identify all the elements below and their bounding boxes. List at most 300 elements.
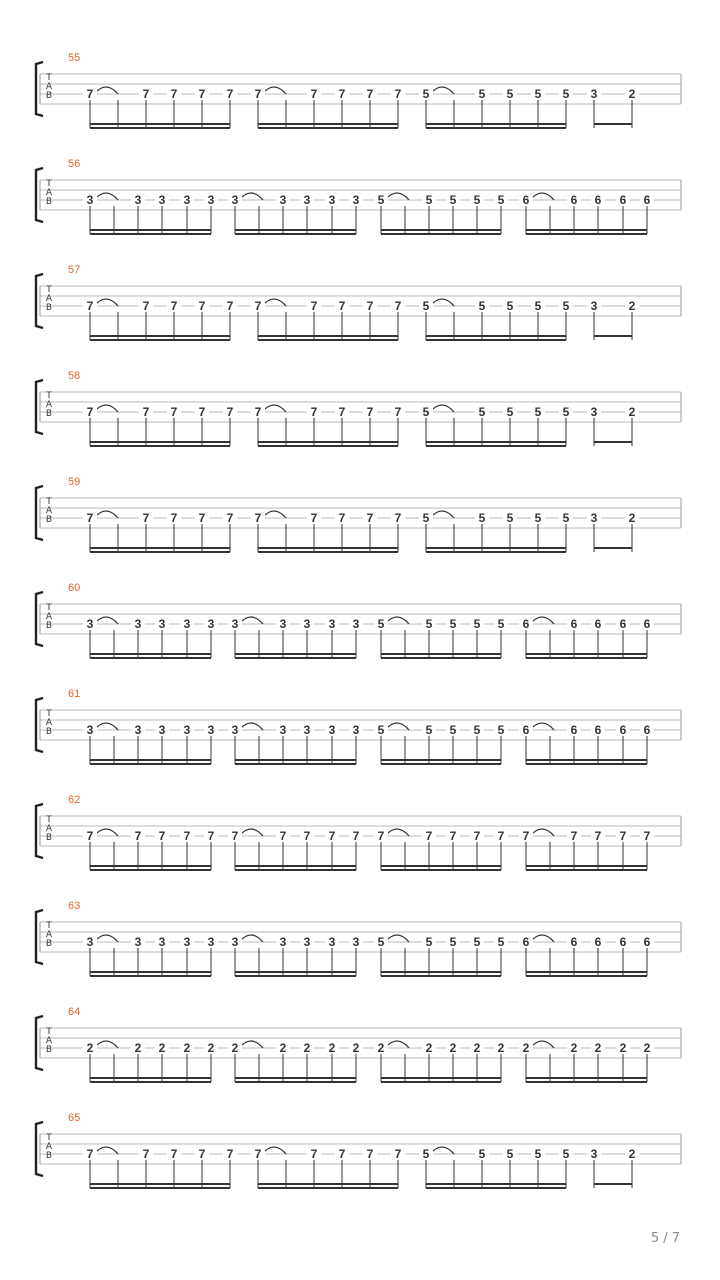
beam xyxy=(258,123,398,125)
fret-number: 7 xyxy=(131,830,145,842)
beam xyxy=(90,123,230,125)
tab-clef-letter-t: T xyxy=(46,73,52,83)
fret-number: 2 xyxy=(155,1042,169,1054)
beam xyxy=(90,759,211,761)
fret-number: 5 xyxy=(475,300,489,312)
fret-number: 2 xyxy=(625,300,639,312)
fret-number: 3 xyxy=(349,936,363,948)
fret-number: 5 xyxy=(503,88,517,100)
tie-arc xyxy=(94,617,118,624)
fret-number: 6 xyxy=(616,194,630,206)
fret-number: 5 xyxy=(446,724,460,736)
fret-number: 3 xyxy=(325,194,339,206)
fret-number: 6 xyxy=(591,194,605,206)
fret-number: 7 xyxy=(223,1148,237,1160)
fret-number: 5 xyxy=(531,406,545,418)
tie-arc xyxy=(385,935,409,942)
fret-number: 7 xyxy=(167,512,181,524)
fret-number: 3 xyxy=(587,88,601,100)
fret-number: 3 xyxy=(204,618,218,630)
tab-clef-letter-t: T xyxy=(46,921,52,931)
fret-number: 3 xyxy=(276,194,290,206)
tie-arc xyxy=(530,617,554,624)
fret-number: 7 xyxy=(83,830,97,842)
tie-arc xyxy=(94,511,118,518)
beam xyxy=(235,971,356,973)
fret-number: 6 xyxy=(567,618,581,630)
fret-number: 7 xyxy=(83,300,97,312)
fret-number: 7 xyxy=(363,88,377,100)
beam xyxy=(594,441,632,443)
measure-number: 62 xyxy=(68,794,81,806)
tab-system xyxy=(0,900,720,1006)
tab-clef-letter-t: T xyxy=(46,391,52,401)
fret-number: 7 xyxy=(139,512,153,524)
beam xyxy=(594,1183,632,1185)
tab-clef-letter-a: A xyxy=(45,1142,53,1152)
tab-system xyxy=(0,370,720,476)
fret-number: 5 xyxy=(475,512,489,524)
tab-clef-letter-a: A xyxy=(45,1036,53,1046)
staff-graphics xyxy=(0,52,720,158)
beam xyxy=(258,339,398,341)
fret-number: 5 xyxy=(470,194,484,206)
beam xyxy=(90,1081,211,1083)
fret-number: 3 xyxy=(587,512,601,524)
fret-number: 5 xyxy=(559,88,573,100)
tie-arc xyxy=(262,87,286,94)
beam xyxy=(526,869,647,871)
fret-number: 7 xyxy=(139,1148,153,1160)
tie-arc xyxy=(430,511,454,518)
fret-number: 7 xyxy=(300,830,314,842)
tab-clef-letter-a: A xyxy=(45,824,53,834)
fret-number: 2 xyxy=(625,88,639,100)
fret-number: 5 xyxy=(422,936,436,948)
tie-arc xyxy=(530,723,554,730)
fret-number: 2 xyxy=(422,1042,436,1054)
beam xyxy=(90,971,211,973)
fret-number: 5 xyxy=(419,88,433,100)
fret-number: 2 xyxy=(131,1042,145,1054)
tab-clef-letter-a: A xyxy=(45,400,53,410)
tab-system xyxy=(0,264,720,370)
tab-clef-letter-b: B xyxy=(45,1045,53,1055)
fret-number: 2 xyxy=(83,1042,97,1054)
fret-number: 7 xyxy=(325,830,339,842)
beam xyxy=(258,445,398,447)
beam xyxy=(426,445,566,447)
staff-graphics xyxy=(0,476,720,582)
beam xyxy=(235,653,356,655)
fret-number: 2 xyxy=(591,1042,605,1054)
fret-number: 5 xyxy=(419,512,433,524)
fret-number: 5 xyxy=(446,194,460,206)
fret-number: 6 xyxy=(591,724,605,736)
beam xyxy=(90,445,230,447)
fret-number: 6 xyxy=(616,936,630,948)
fret-number: 7 xyxy=(391,300,405,312)
fret-number: 5 xyxy=(494,194,508,206)
tie-arc xyxy=(262,405,286,412)
fret-number: 3 xyxy=(587,406,601,418)
tie-arc xyxy=(94,1041,118,1048)
fret-number: 2 xyxy=(616,1042,630,1054)
fret-number: 3 xyxy=(131,724,145,736)
fret-number: 5 xyxy=(475,1148,489,1160)
measure-number: 65 xyxy=(68,1112,81,1124)
beam xyxy=(90,763,211,765)
fret-number: 5 xyxy=(494,618,508,630)
fret-number: 7 xyxy=(155,830,169,842)
fret-number: 5 xyxy=(494,936,508,948)
beam xyxy=(381,971,501,973)
fret-number: 2 xyxy=(349,1042,363,1054)
tie-arc xyxy=(94,299,118,306)
fret-number: 7 xyxy=(167,88,181,100)
fret-number: 5 xyxy=(470,618,484,630)
tie-arc xyxy=(239,1041,263,1048)
fret-number: 7 xyxy=(139,406,153,418)
fret-number: 7 xyxy=(251,512,265,524)
fret-number: 5 xyxy=(531,512,545,524)
beam xyxy=(90,653,211,655)
beam xyxy=(258,335,398,337)
tab-clef-letter-t: T xyxy=(46,285,52,295)
beam xyxy=(526,759,647,761)
fret-number: 3 xyxy=(228,724,242,736)
fret-number: 6 xyxy=(519,618,533,630)
beam xyxy=(526,975,647,977)
beam xyxy=(526,971,647,973)
tab-clef-letter-t: T xyxy=(46,497,52,507)
tie-arc xyxy=(262,299,286,306)
fret-number: 7 xyxy=(363,300,377,312)
beam xyxy=(526,763,647,765)
fret-number: 7 xyxy=(223,406,237,418)
beam xyxy=(90,1077,211,1079)
beam xyxy=(381,233,501,235)
fret-number: 3 xyxy=(131,194,145,206)
tie-arc xyxy=(94,1147,118,1154)
measure-number: 61 xyxy=(68,688,81,700)
fret-number: 7 xyxy=(228,830,242,842)
fret-number: 3 xyxy=(204,724,218,736)
staff-graphics xyxy=(0,582,720,688)
beam xyxy=(90,547,230,549)
fret-number: 5 xyxy=(531,1148,545,1160)
tab-clef-letter-b: B xyxy=(45,727,53,737)
staff-graphics xyxy=(0,370,720,476)
tie-arc xyxy=(94,829,118,836)
fret-number: 5 xyxy=(374,724,388,736)
beam xyxy=(594,123,632,125)
fret-number: 7 xyxy=(616,830,630,842)
fret-number: 3 xyxy=(131,936,145,948)
beam xyxy=(90,869,211,871)
fret-number: 7 xyxy=(391,1148,405,1160)
fret-number: 6 xyxy=(640,724,654,736)
tie-arc xyxy=(430,87,454,94)
fret-number: 7 xyxy=(363,512,377,524)
beam xyxy=(381,869,501,871)
fret-number: 5 xyxy=(503,300,517,312)
tab-clef-letter-a: A xyxy=(45,506,53,516)
fret-number: 7 xyxy=(374,830,388,842)
fret-number: 3 xyxy=(325,618,339,630)
fret-number: 3 xyxy=(180,618,194,630)
beam xyxy=(526,1077,647,1079)
fret-number: 3 xyxy=(155,936,169,948)
fret-number: 5 xyxy=(419,1148,433,1160)
tie-arc xyxy=(262,511,286,518)
fret-number: 6 xyxy=(640,194,654,206)
fret-number: 7 xyxy=(307,300,321,312)
fret-number: 2 xyxy=(228,1042,242,1054)
fret-number: 7 xyxy=(167,406,181,418)
beam xyxy=(235,869,356,871)
beam xyxy=(235,759,356,761)
beam xyxy=(426,127,566,129)
beam xyxy=(90,657,211,659)
tab-clef-letter-t: T xyxy=(46,815,52,825)
fret-number: 7 xyxy=(139,300,153,312)
tie-arc xyxy=(94,87,118,94)
fret-number: 5 xyxy=(559,406,573,418)
beam xyxy=(90,865,211,867)
tie-arc xyxy=(239,193,263,200)
tab-clef-letter-a: A xyxy=(45,82,53,92)
fret-number: 5 xyxy=(475,406,489,418)
tie-arc xyxy=(239,935,263,942)
fret-number: 3 xyxy=(204,194,218,206)
tab-clef-letter-b: B xyxy=(45,91,53,101)
fret-number: 7 xyxy=(83,512,97,524)
beam xyxy=(381,1081,501,1083)
beam xyxy=(258,127,398,129)
fret-number: 2 xyxy=(625,512,639,524)
fret-number: 7 xyxy=(470,830,484,842)
beam xyxy=(90,335,230,337)
beam xyxy=(594,547,632,549)
fret-number: 5 xyxy=(446,618,460,630)
tie-arc xyxy=(385,617,409,624)
fret-number: 5 xyxy=(503,406,517,418)
fret-number: 3 xyxy=(83,618,97,630)
fret-number: 7 xyxy=(204,830,218,842)
beam xyxy=(90,551,230,553)
tab-clef-letter-a: A xyxy=(45,294,53,304)
beam xyxy=(90,127,230,129)
tie-arc xyxy=(530,829,554,836)
fret-number: 7 xyxy=(195,300,209,312)
beam xyxy=(381,975,501,977)
fret-number: 3 xyxy=(300,936,314,948)
fret-number: 5 xyxy=(419,300,433,312)
tab-clef-letter-b: B xyxy=(45,409,53,419)
fret-number: 7 xyxy=(335,406,349,418)
fret-number: 5 xyxy=(422,724,436,736)
fret-number: 6 xyxy=(591,618,605,630)
beam xyxy=(526,1081,647,1083)
fret-number: 5 xyxy=(531,88,545,100)
tab-clef-letter-t: T xyxy=(46,179,52,189)
fret-number: 7 xyxy=(195,512,209,524)
beam xyxy=(526,657,647,659)
fret-number: 6 xyxy=(519,724,533,736)
beam xyxy=(526,229,647,231)
fret-number: 3 xyxy=(83,936,97,948)
beam xyxy=(235,229,356,231)
fret-number: 3 xyxy=(180,194,194,206)
page-indicator: 5 / 7 xyxy=(650,1231,680,1246)
fret-number: 5 xyxy=(374,618,388,630)
tab-system xyxy=(0,794,720,900)
fret-number: 5 xyxy=(559,1148,573,1160)
fret-number: 6 xyxy=(616,618,630,630)
fret-number: 3 xyxy=(349,194,363,206)
fret-number: 7 xyxy=(251,1148,265,1160)
beam xyxy=(426,547,566,549)
beam xyxy=(426,1187,566,1189)
tie-arc xyxy=(262,1147,286,1154)
fret-number: 7 xyxy=(139,88,153,100)
tab-system xyxy=(0,688,720,794)
fret-number: 2 xyxy=(374,1042,388,1054)
tie-arc xyxy=(430,405,454,412)
fret-number: 7 xyxy=(391,512,405,524)
fret-number: 7 xyxy=(519,830,533,842)
fret-number: 3 xyxy=(155,194,169,206)
fret-number: 7 xyxy=(591,830,605,842)
beam xyxy=(381,653,501,655)
fret-number: 7 xyxy=(422,830,436,842)
fret-number: 3 xyxy=(325,936,339,948)
beam xyxy=(426,441,566,443)
fret-number: 7 xyxy=(223,512,237,524)
tie-arc xyxy=(239,617,263,624)
tab-clef-letter-t: T xyxy=(46,709,52,719)
beam xyxy=(381,229,501,231)
fret-number: 7 xyxy=(251,88,265,100)
fret-number: 3 xyxy=(276,618,290,630)
fret-number: 6 xyxy=(567,194,581,206)
tab-system xyxy=(0,52,720,158)
tab-clef-letter-a: A xyxy=(45,612,53,622)
staff-graphics xyxy=(0,900,720,1006)
beam xyxy=(90,1187,230,1189)
fret-number: 7 xyxy=(167,1148,181,1160)
tab-clef-letter-b: B xyxy=(45,303,53,313)
fret-number: 7 xyxy=(195,1148,209,1160)
fret-number: 3 xyxy=(228,618,242,630)
tie-arc xyxy=(430,1147,454,1154)
fret-number: 2 xyxy=(180,1042,194,1054)
tie-arc xyxy=(94,405,118,412)
tie-arc xyxy=(530,193,554,200)
beam xyxy=(90,233,211,235)
fret-number: 7 xyxy=(335,300,349,312)
fret-number: 7 xyxy=(223,300,237,312)
beam xyxy=(235,763,356,765)
fret-number: 7 xyxy=(494,830,508,842)
beam xyxy=(258,547,398,549)
fret-number: 5 xyxy=(494,724,508,736)
staff-graphics xyxy=(0,264,720,370)
fret-number: 3 xyxy=(155,724,169,736)
tie-arc xyxy=(385,829,409,836)
measure-number: 58 xyxy=(68,370,81,382)
beam xyxy=(258,441,398,443)
tie-arc xyxy=(530,1041,554,1048)
fret-number: 2 xyxy=(567,1042,581,1054)
fret-number: 3 xyxy=(276,936,290,948)
tab-system xyxy=(0,1006,720,1112)
beam xyxy=(90,975,211,977)
tab-system xyxy=(0,582,720,688)
fret-number: 6 xyxy=(640,936,654,948)
measure-number: 59 xyxy=(68,476,81,488)
fret-number: 7 xyxy=(83,88,97,100)
fret-number: 3 xyxy=(180,936,194,948)
fret-number: 7 xyxy=(640,830,654,842)
fret-number: 2 xyxy=(640,1042,654,1054)
fret-number: 3 xyxy=(228,936,242,948)
fret-number: 2 xyxy=(470,1042,484,1054)
measure-number: 55 xyxy=(68,52,81,64)
fret-number: 3 xyxy=(587,1148,601,1160)
fret-number: 3 xyxy=(300,618,314,630)
tab-clef-letter-b: B xyxy=(45,833,53,843)
fret-number: 5 xyxy=(470,936,484,948)
fret-number: 5 xyxy=(470,724,484,736)
fret-number: 3 xyxy=(204,936,218,948)
beam xyxy=(426,335,566,337)
measure-number: 60 xyxy=(68,582,81,594)
fret-number: 7 xyxy=(335,88,349,100)
fret-number: 7 xyxy=(251,406,265,418)
beam xyxy=(258,551,398,553)
tab-clef-letter-b: B xyxy=(45,515,53,525)
fret-number: 7 xyxy=(180,830,194,842)
fret-number: 6 xyxy=(519,194,533,206)
beam xyxy=(426,1183,566,1185)
tab-clef-letter-a: A xyxy=(45,930,53,940)
tab-clef-letter-a: A xyxy=(45,718,53,728)
fret-number: 3 xyxy=(83,724,97,736)
fret-number: 5 xyxy=(374,936,388,948)
fret-number: 2 xyxy=(625,1148,639,1160)
fret-number: 2 xyxy=(625,406,639,418)
fret-number: 7 xyxy=(195,88,209,100)
fret-number: 7 xyxy=(307,512,321,524)
beam xyxy=(90,229,211,231)
fret-number: 7 xyxy=(167,300,181,312)
staff-graphics xyxy=(0,1112,720,1218)
fret-number: 7 xyxy=(335,1148,349,1160)
fret-number: 7 xyxy=(307,406,321,418)
fret-number: 3 xyxy=(300,194,314,206)
beam xyxy=(526,653,647,655)
tab-system xyxy=(0,1112,720,1218)
staff-graphics xyxy=(0,688,720,794)
fret-number: 3 xyxy=(83,194,97,206)
fret-number: 7 xyxy=(391,88,405,100)
fret-number: 7 xyxy=(391,406,405,418)
fret-number: 7 xyxy=(276,830,290,842)
tie-arc xyxy=(530,935,554,942)
fret-number: 5 xyxy=(475,88,489,100)
